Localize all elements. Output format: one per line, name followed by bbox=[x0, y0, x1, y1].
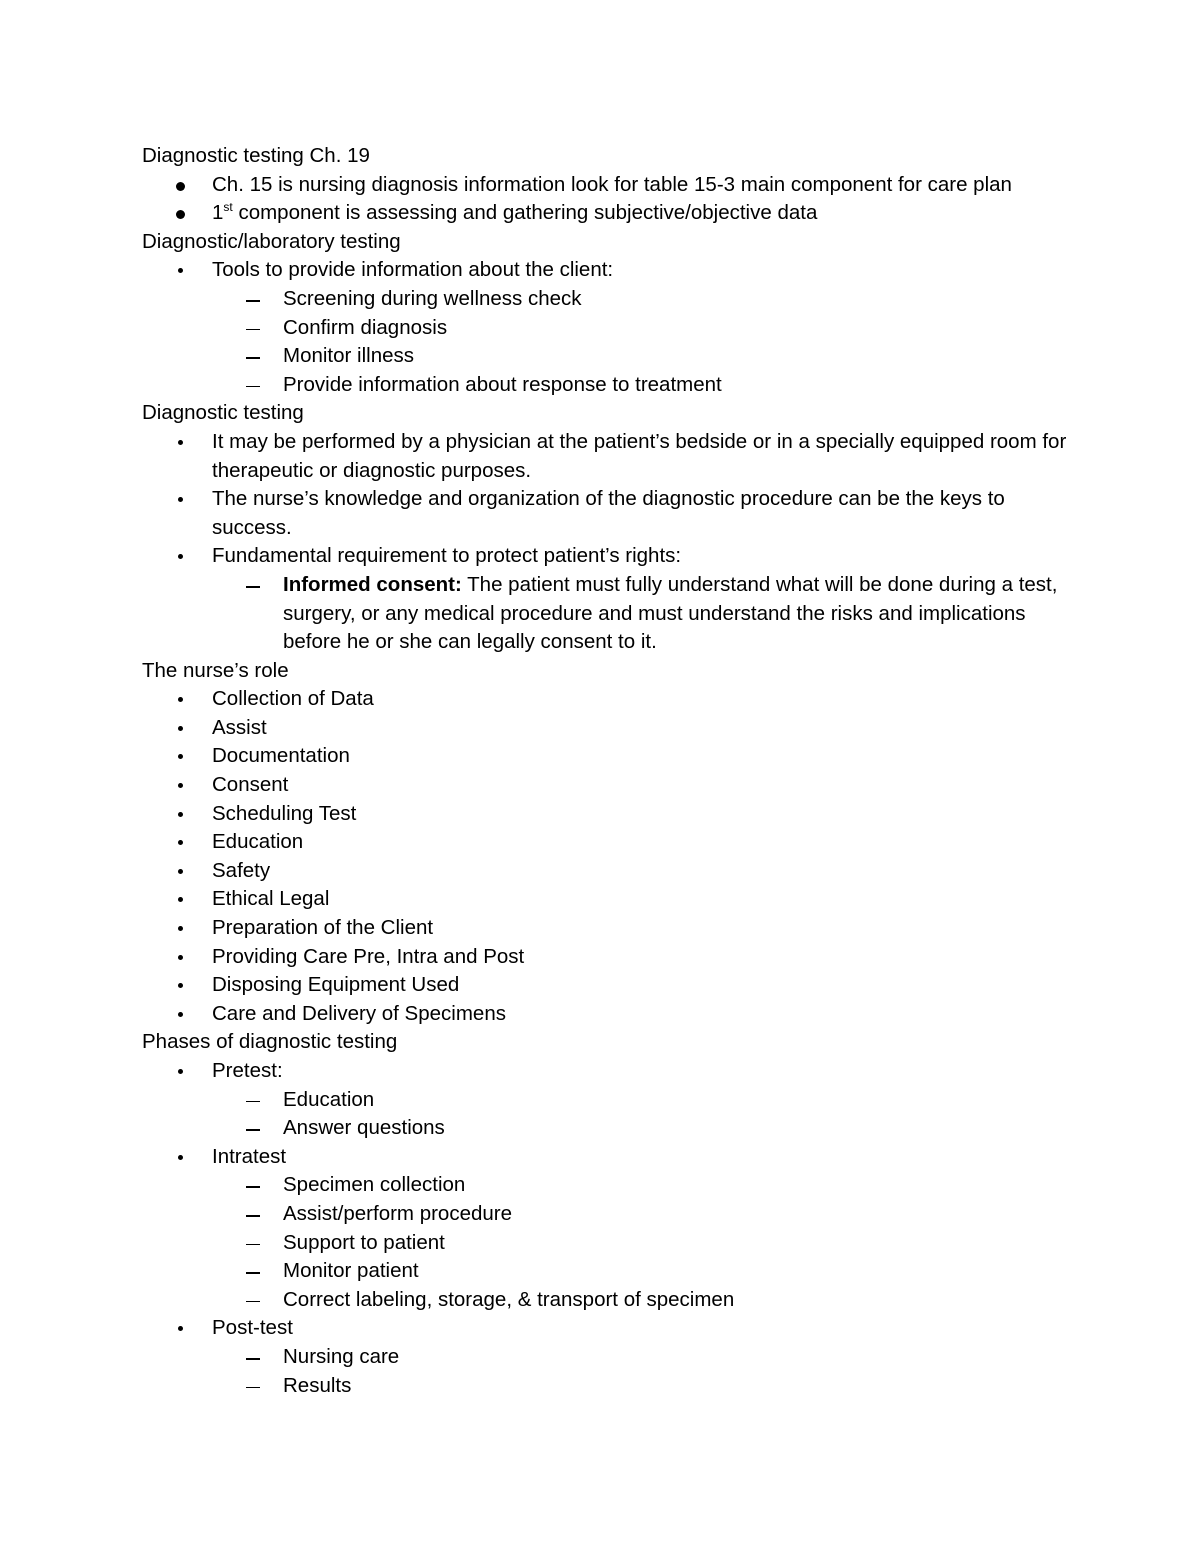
sub-list-item bbox=[142, 1372, 1072, 1401]
list-item-text: Tools to provide information about the client: bbox=[212, 258, 614, 282]
list-item bbox=[142, 771, 1072, 800]
heading-diagnostic-testing: Diagnostic testing bbox=[142, 401, 304, 425]
list-item-text: Fundamental requirement to protect patient’s rights: bbox=[212, 544, 682, 568]
list-item-text: Documentation bbox=[212, 744, 350, 768]
sub-list-item-text: Education bbox=[283, 1087, 375, 1111]
list-item bbox=[142, 828, 1072, 857]
sub-list-item bbox=[142, 1286, 1072, 1315]
sub-list-item-text: Monitor illness bbox=[283, 344, 415, 368]
sub-list-item-text: Confirm diagnosis bbox=[283, 315, 448, 339]
sub-list-item-text: Support to patient bbox=[283, 1230, 445, 1254]
list-item-text: Preparation of the Client bbox=[212, 916, 434, 940]
list-item-text: Post-test bbox=[212, 1316, 293, 1340]
list-item-intratest bbox=[142, 1143, 1072, 1172]
list-item-text: Ethical Legal bbox=[212, 887, 330, 911]
sub-list-item-text: Provide information about response to treatment bbox=[283, 372, 722, 396]
list-item-text: Providing Care Pre, Intra and Post bbox=[212, 944, 525, 968]
sub-list-item-text: Results bbox=[283, 1373, 352, 1397]
sub-list-item-text: Screening during wellness check bbox=[283, 286, 582, 310]
heading-diagnostic-laboratory-testing: Diagnostic/laboratory testing bbox=[142, 229, 401, 253]
list-item bbox=[142, 485, 1072, 542]
list-item-number: 1 bbox=[212, 201, 224, 225]
informed-consent-label: Informed consent: bbox=[283, 572, 462, 596]
list-item bbox=[142, 971, 1072, 1000]
sub-list-item bbox=[142, 314, 1072, 343]
superscript: st bbox=[223, 200, 233, 215]
list-item bbox=[142, 857, 1072, 886]
list-item-text: Safety bbox=[212, 858, 271, 882]
list-item bbox=[142, 542, 1072, 571]
list-item-text: The nurse’s knowledge and organization of the diagnostic procedure can be the keys to success. bbox=[212, 487, 1005, 539]
sub-list-item bbox=[142, 1114, 1072, 1143]
list-item-text: Consent bbox=[212, 773, 289, 797]
heading-nurses-role: The nurse’s role bbox=[142, 658, 289, 682]
list-item bbox=[142, 742, 1072, 771]
list-item-pretest bbox=[142, 1057, 1072, 1086]
list-item-text: Disposing Equipment Used bbox=[212, 973, 460, 997]
list-item bbox=[142, 1000, 1072, 1029]
list-item-text: Care and Delivery of Specimens bbox=[212, 1001, 506, 1025]
list-item-text: Education bbox=[212, 830, 304, 854]
sub-list-item bbox=[142, 371, 1072, 400]
heading-diagnostic-testing-ch19: Diagnostic testing Ch. 19 bbox=[142, 144, 370, 167]
list-item bbox=[142, 685, 1072, 714]
list-item bbox=[142, 800, 1072, 829]
list-item-text: Pretest: bbox=[212, 1059, 283, 1082]
sub-list-item-text: Monitor patient bbox=[283, 1259, 419, 1283]
list-item bbox=[142, 428, 1072, 485]
list-item-text: Assist bbox=[212, 715, 267, 739]
sub-list-item bbox=[142, 342, 1072, 371]
list-item bbox=[142, 914, 1072, 943]
list-item bbox=[142, 943, 1072, 972]
list-item bbox=[142, 199, 1072, 228]
list-item-text: Scheduling Test bbox=[212, 801, 357, 825]
sub-list-item bbox=[142, 1343, 1072, 1372]
sub-list-item-text: Assist/perform procedure bbox=[283, 1201, 513, 1225]
sub-list-item-text: Correct labeling, storage, & transport of specimen bbox=[283, 1287, 735, 1311]
sub-list-item-text: Specimen collection bbox=[283, 1173, 466, 1197]
list-item bbox=[142, 885, 1072, 914]
list-item bbox=[142, 714, 1072, 743]
document-page bbox=[142, 142, 1072, 1400]
sub-list-item-text: Nursing care bbox=[283, 1344, 400, 1368]
sub-list-item bbox=[142, 1257, 1072, 1286]
sub-list-item bbox=[142, 1200, 1072, 1229]
list-item-text: Collection of Data bbox=[212, 687, 374, 711]
sub-list-item bbox=[142, 1229, 1072, 1258]
sub-list-item bbox=[142, 1171, 1072, 1200]
informed-consent-text: The patient must fully understand what will be done during a test, surgery, or any medical procedure and must understand the risks and implications before he or she can legally consent to it. bbox=[283, 572, 1058, 654]
sub-list-item bbox=[142, 571, 1073, 657]
list-item-text: It may be performed by a physician at the patient’s bedside or in a specially equipped room for therapeutic or diagnostic purposes. bbox=[212, 429, 1067, 482]
list-item-posttest bbox=[142, 1314, 1072, 1343]
sub-list-item bbox=[142, 1086, 1072, 1115]
list-item-text: Ch. 15 is nursing diagnosis information look for table 15-3 main component for care plan bbox=[212, 172, 1012, 196]
sub-list-item-text: Answer questions bbox=[283, 1116, 445, 1140]
list-item-text: Intratest bbox=[212, 1144, 287, 1168]
list-item bbox=[142, 171, 1072, 200]
sub-list-item bbox=[142, 285, 1072, 314]
list-item bbox=[142, 256, 1072, 285]
heading-phases-diagnostic-testing: Phases of diagnostic testing bbox=[142, 1030, 398, 1054]
list-item-text: component is assessing and gathering subjective/objective data bbox=[232, 201, 818, 225]
